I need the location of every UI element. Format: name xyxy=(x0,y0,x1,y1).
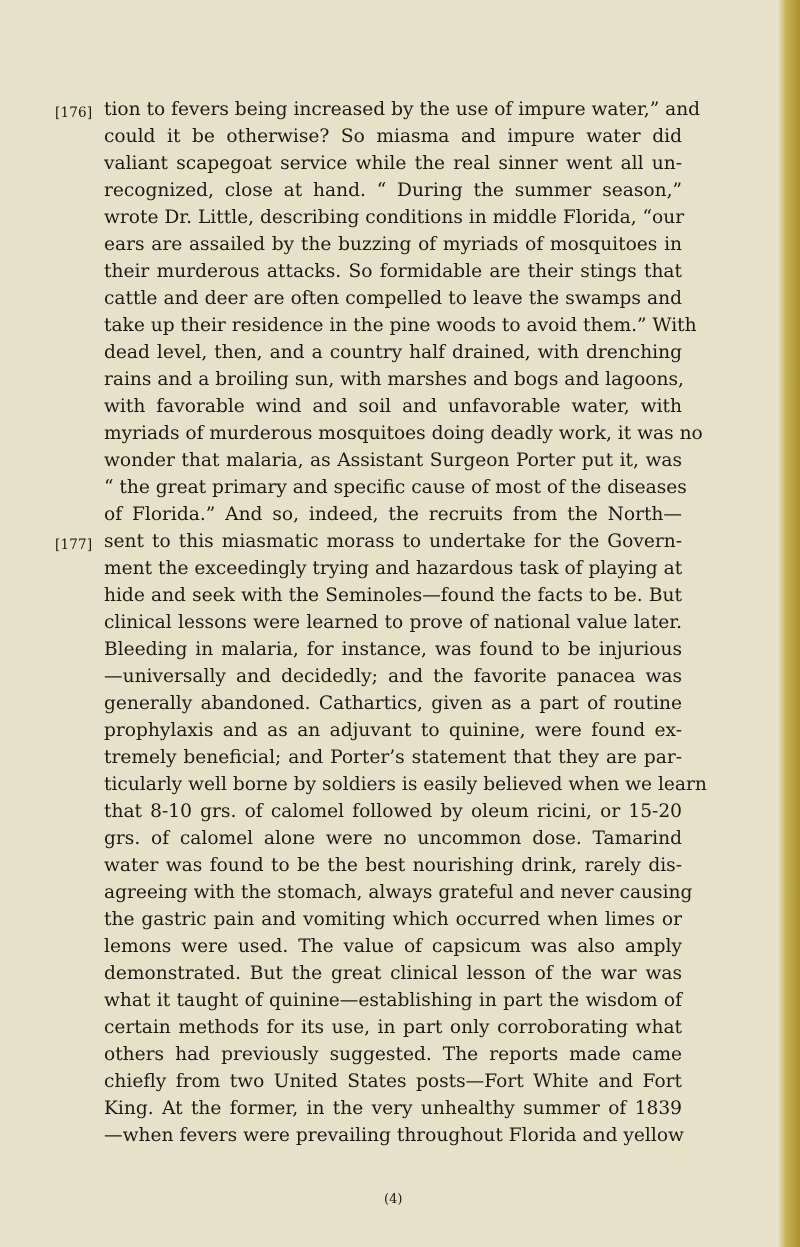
line-text: valiant scapegoat service while the real sinner went all un- xyxy=(104,153,682,174)
line-text: water was found to be the best nourishing drink, rarely dis- xyxy=(104,855,682,876)
line-text: agreeing with the stomach, always grateful and never causing xyxy=(104,882,693,903)
line-text: clinical lessons were learned to prove of national value later. xyxy=(104,612,682,633)
line-text: “ the great primary and specific cause of most of the diseases xyxy=(104,477,687,498)
line-text: King. At the former, in the very unhealthy summer of 1839 xyxy=(104,1098,682,1119)
line-text: of Florida.” And so, indeed, the recruits from the North— xyxy=(104,504,682,525)
line-text: could it be otherwise? So miasma and impure water did xyxy=(104,126,682,147)
page-marker: [177] xyxy=(55,537,93,553)
line-text: the gastric pain and vomiting which occurred when limes or xyxy=(104,909,682,930)
line-text: tremely beneficial; and Porter’s statement that they are par- xyxy=(104,747,682,768)
line-text: Bleeding in malaria, for instance, was found to be injurious xyxy=(104,639,682,660)
line-text: generally abandoned. Cathartics, given as a part of routine xyxy=(104,693,682,714)
line-text: their murderous attacks. So formidable are their stings that xyxy=(104,261,682,282)
line-text: dead level, then, and a country half drained, with drenching xyxy=(104,342,682,363)
line-text: myriads of murderous mosquitoes doing deadly work, it was no xyxy=(104,423,703,444)
line-text: certain methods for its use, in part only corroborating what xyxy=(104,1017,682,1038)
page-marker: [176] xyxy=(55,105,93,121)
line-text: rains and a broiling sun, with marshes and bogs and lagoons, xyxy=(104,369,684,390)
line-text: chiefly from two United States posts—Fort White and Fort xyxy=(104,1071,682,1092)
line-text: wonder that malaria, as Assistant Surgeon Porter put it, was xyxy=(104,450,682,471)
line-text: ears are assailed by the buzzing of myriads of mosquitoes in xyxy=(104,234,682,255)
line-text: ment the exceedingly trying and hazardous task of playing at xyxy=(104,558,683,579)
line-text: lemons were used. The value of capsicum was also amply xyxy=(104,936,682,957)
line-text: others had previously suggested. The reports made came xyxy=(104,1044,682,1065)
line-text: what it taught of quinine—establishing in part the wisdom of xyxy=(104,990,682,1011)
text-line xyxy=(0,1124,800,1158)
line-text: ticularly well borne by soldiers is easily believed when we learn xyxy=(104,774,707,795)
line-text: that 8-10 grs. of calomel followed by oleum ricini, or 15-20 xyxy=(104,801,682,822)
line-text: prophylaxis and as an adjuvant to quinine, were found ex- xyxy=(104,720,682,741)
line-text: sent to this miasmatic morass to undertake for the Govern- xyxy=(104,531,682,552)
line-text: recognized, close at hand. “ During the summer season,” xyxy=(104,180,682,201)
line-text: take up their residence in the pine woods to avoid them.” With xyxy=(104,315,697,336)
line-text: tion to fevers being increased by the use of impure water,” and xyxy=(104,99,701,120)
line-text: hide and seek with the Seminoles—found the facts to be. But xyxy=(104,585,682,606)
line-text: with favorable wind and soil and unfavorable water, with xyxy=(104,396,682,417)
line-text: cattle and deer are often compelled to leave the swamps and xyxy=(104,288,682,309)
line-text: wrote Dr. Little, describing conditions in middle Florida, “our xyxy=(104,207,685,228)
line-text: —when fevers were prevailing throughout Florida and yellow xyxy=(104,1125,684,1146)
page-number: (4) xyxy=(384,1192,403,1207)
line-text: grs. of calomel alone were no uncommon dose. Tamarind xyxy=(104,828,682,849)
line-text: demonstrated. But the great clinical lesson of the war was xyxy=(104,963,682,984)
line-text: —universally and decidedly; and the favorite panacea was xyxy=(104,666,682,687)
